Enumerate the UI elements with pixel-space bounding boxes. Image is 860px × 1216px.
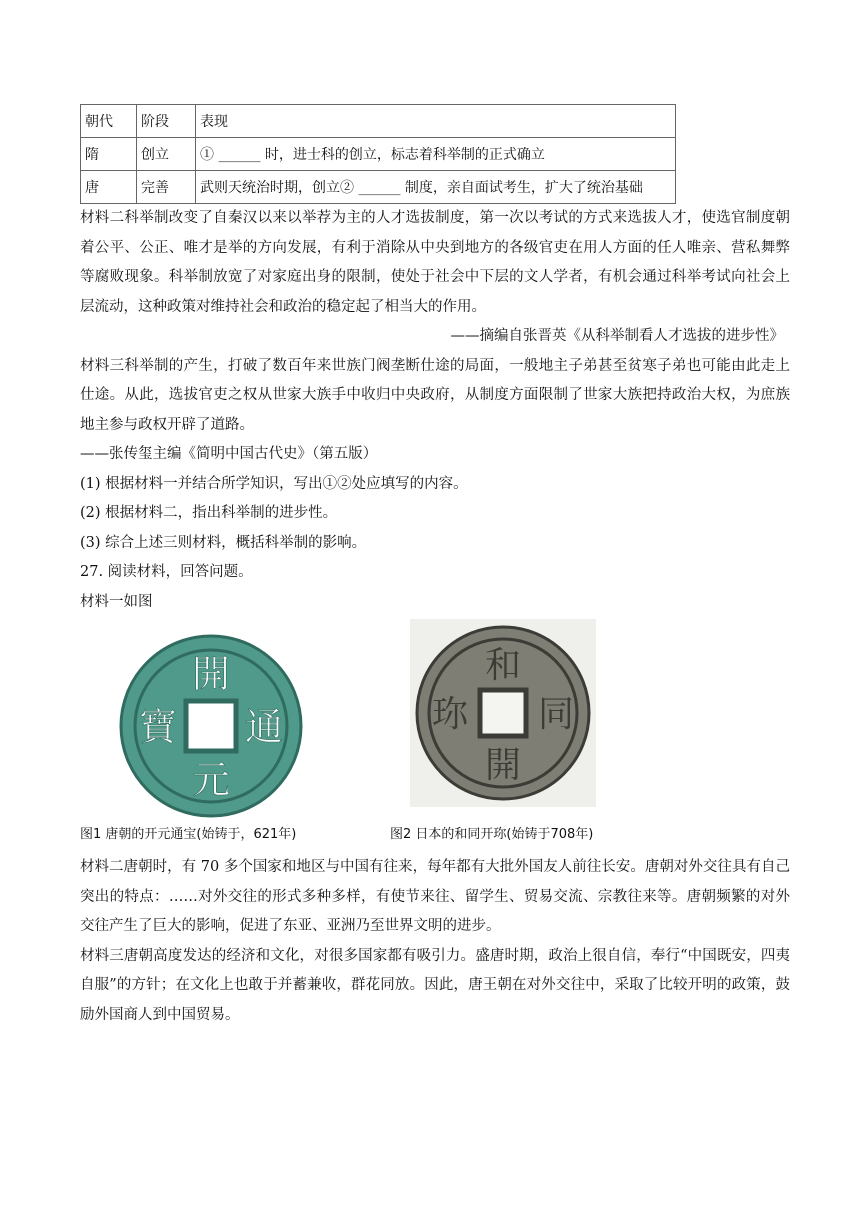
table-header-row [81, 105, 676, 138]
coin-2-char-bottom: 開 [484, 745, 522, 786]
header-performance: 表现 [196, 105, 676, 138]
coin-1-char-right: 通 [244, 705, 284, 749]
coin-2-char-left: 珎 [431, 694, 469, 735]
question-27-title: 27. 阅读材料，回答问题。 [80, 564, 253, 580]
table-cell: 武则天统治时期，创立② ______ 制度，亲自面试考生，扩大了统治基础 [196, 171, 676, 204]
coin-figures [80, 623, 790, 853]
material-2-text: 材料二科举制改变了自秦汉以来以举荐为主的人才选拔制度，第一次以考试的方式来选拔人才，使选官制度朝着公平、公正、唯才是举的方向发展，有利于消除从中央到地方的各级官吏在用人方面的任人唯亲、营私舞弊等腐败现象。科举制放宽了对家庭出身的限制，使处于社会中下层的文人学者，有机会通过科举考试向社会上层流动，这种政策对维持社会和政治的稳定起了相当大的作用。 [80, 210, 790, 315]
kaiyuan-tongbao-coin-image [118, 633, 304, 819]
coin-1-square-hole [186, 701, 236, 751]
document-page [80, 104, 790, 1030]
question-1: (1) 根据材料一并结合所学知识，写出①②处应填写的内容。 [80, 475, 468, 492]
table-cell: ① ______ 时，进士科的创立，标志着科举制的正式确立 [196, 138, 676, 171]
header-stage: 阶段 [137, 105, 196, 138]
coin-2-square-hole [480, 690, 526, 736]
wado-kaichin-coin-image [410, 619, 596, 807]
coin-1-char-bottom: 元 [191, 758, 231, 802]
material-2-source: ——摘编自张晋英《从科举制看人才选拔的进步性》 [450, 328, 784, 344]
coin-1-char-left: 寶 [138, 705, 178, 749]
material-3-text: 材料三科举制的产生，打破了数百年来世族门阀垄断仕途的局面，一般地主子弟甚至贫寒子弟也可能由此走上仕途。从此，选拔官吏之权从世家大族手中收归中央政府，从制度方面限制了世家大族把持政治大权，为庶族地主参与政权开辟了道路。 [80, 357, 790, 433]
question-2: (2) 根据材料二，指出科举制的进步性。 [80, 505, 338, 521]
table-cell: 完善 [137, 171, 196, 204]
table-row [81, 171, 676, 204]
figure-1-caption: 图1 唐朝的开元通宝(始铸于，621年) [80, 827, 297, 842]
table-cell: 创立 [137, 138, 196, 171]
imperial-exam-table [80, 104, 676, 204]
coin-1-char-top: 開 [191, 652, 231, 696]
table-cell: 唐 [81, 171, 137, 204]
question-3: (3) 综合上述三则材料，概括科举制的影响。 [80, 534, 367, 551]
coin-2-char-top: 和 [484, 645, 522, 686]
material-1-label: 材料一如图 [80, 593, 153, 610]
q27-material-3-text: 材料三唐朝高度发达的经济和文化，对很多国家都有吸引力。盛唐时期，政治上很自信，奉行“中国既安，四夷自服”的方针；在文化上也敢于并蓄兼收，群花同放。因此，唐王朝在对外交往中，采取了比较开明的政策，鼓励外国商人到中国贸易。 [80, 947, 790, 1023]
table-row [81, 138, 676, 171]
q27-material-2-text: 材料二唐朝时，有 70 多个国家和地区与中国有往来，每年都有大批外国友人前往长安。唐朝对外交往具有自己突出的特点：……对外交往的形式多种多样，有使节来往、留学生、贸易交流、宗教往来等。唐朝频繁的对外交往产生了巨大的影响，促进了东亚、亚洲乃至世界文明的进步。 [80, 859, 790, 934]
material-3-source: ——张传玺主编《简明中国古代史》（第五版） [80, 446, 378, 462]
header-dynasty: 朝代 [81, 105, 137, 138]
coin-2-char-right: 同 [537, 694, 575, 735]
table-cell: 隋 [81, 138, 137, 171]
figure-2-caption: 图2 日本的和同开珎(始铸于708年) [390, 827, 594, 842]
